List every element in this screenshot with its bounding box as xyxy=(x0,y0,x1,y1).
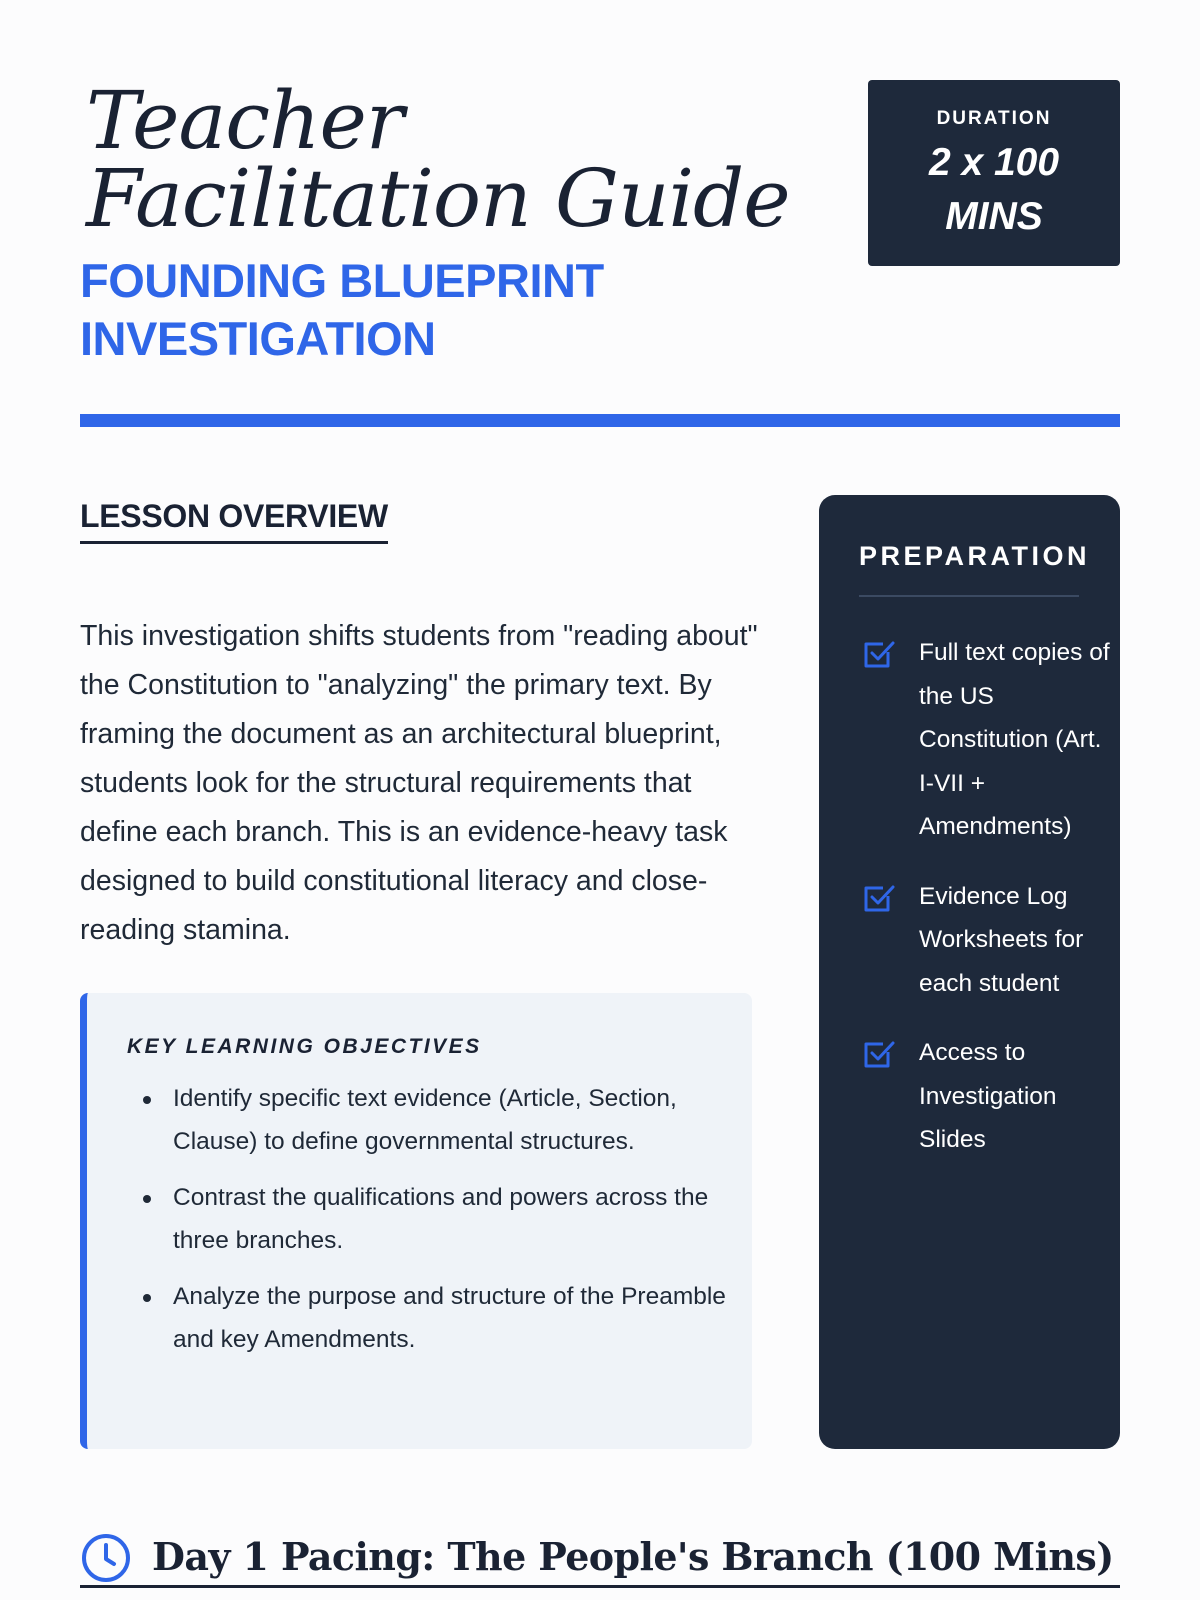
duration-label: DURATION xyxy=(936,108,1052,129)
objective-item: Analyze the purpose and structure of the Preamble and key Amendments. xyxy=(140,1275,730,1361)
day-1-pacing-title: Day 1 Pacing: The People's Branch (100 Mins) xyxy=(152,1534,1114,1579)
header-divider xyxy=(80,414,1120,427)
preparation-item xyxy=(861,1031,1111,1162)
checkbox-icon xyxy=(861,1037,897,1073)
preparation-item xyxy=(861,631,1111,849)
facilitation-guide-page xyxy=(80,0,1120,1600)
preparation-item-text: Full text copies of the US Constitution (Art. I-VII + Amendments) xyxy=(919,639,1110,840)
lesson-subtitle: FOUNDING BLUEPRINT INVESTIGATION xyxy=(80,254,604,365)
duration-badge xyxy=(868,80,1120,266)
lesson-overview-heading: LESSON OVERVIEW xyxy=(80,498,388,544)
key-learning-objectives-box xyxy=(80,993,752,1449)
preparation-item-text: Access to Investigation Slides xyxy=(919,1039,1057,1153)
preparation-item xyxy=(861,875,1111,1006)
objective-item: Contrast the qualifications and powers across the three branches. xyxy=(140,1176,730,1262)
duration-value: 2 x 100 MINS xyxy=(928,141,1060,238)
checkbox-icon xyxy=(861,881,897,917)
lesson-overview-text: This investigation shifts students from "reading about" the Constitution to "analyzing" the primary text. By framing the document as an architectural blueprint, students look for the structural requirements that define each branch. This is an evidence-heavy task designed to build constitutional literacy and close-reading stamina. xyxy=(80,620,758,946)
preparation-item-text: Evidence Log Worksheets for each student xyxy=(919,882,1084,997)
clock-icon xyxy=(80,1532,132,1584)
objectives-list xyxy=(140,1077,730,1374)
preparation-list xyxy=(861,631,1111,1188)
objective-item: Identify specific text evidence (Article, Section, Clause) to define governmental structures. xyxy=(140,1077,730,1163)
preparation-panel xyxy=(819,495,1120,1449)
page-title: Teacher Facilitation Guide xyxy=(86,74,790,245)
checkbox-icon xyxy=(861,637,897,673)
objectives-heading: KEY LEARNING OBJECTIVES xyxy=(127,1035,482,1058)
preparation-heading: PREPARATION xyxy=(859,541,1091,571)
preparation-divider xyxy=(859,595,1079,597)
day-1-pacing-heading xyxy=(80,1530,1120,1588)
